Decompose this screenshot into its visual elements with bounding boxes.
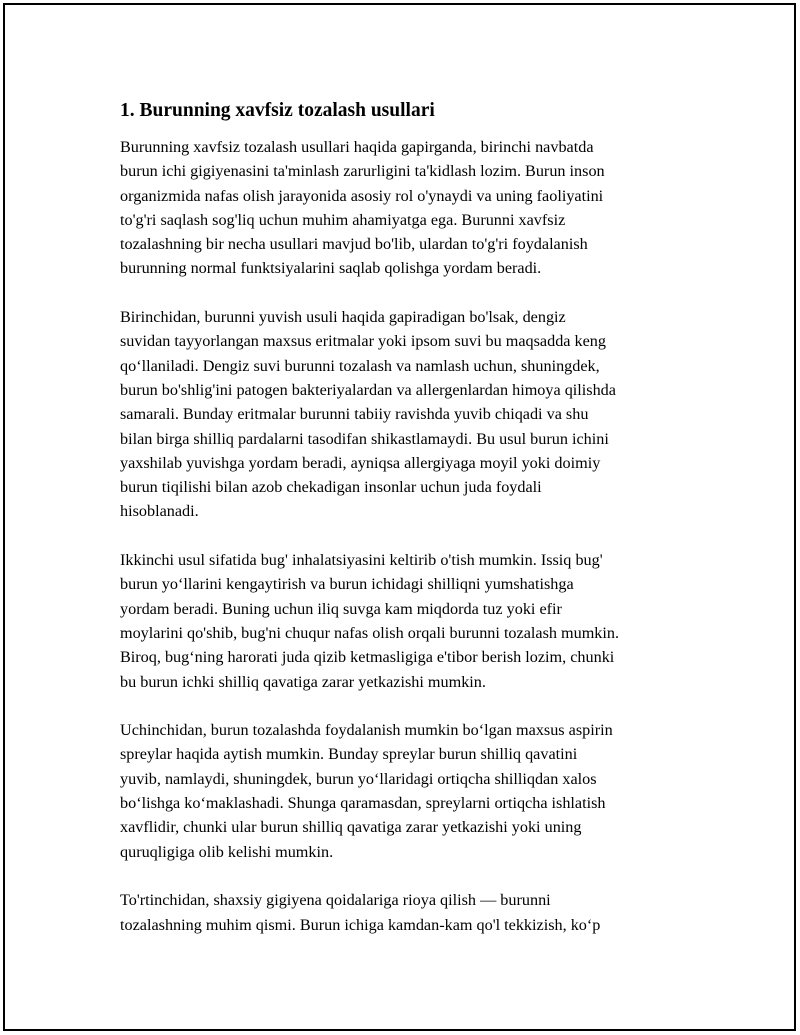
paragraph-line: Ikkinchi usul sifatida bug' inhalatsiyasini keltirib o'tish mumkin. Issiq bug'	[120, 551, 603, 570]
paragraph-line: burun tiqilishi bilan azob chekadigan insonlar uchun juda foydali	[120, 478, 542, 497]
document-body	[120, 98, 710, 961]
paragraph-line: bu burun ichki shilliq qavatiga zarar yetkazishi mumkin.	[120, 672, 486, 691]
page-frame	[3, 3, 796, 1031]
paragraph-line: Uchinchidan, burun tozalashda foydalanish mumkin bo‘lgan maxsus aspirin	[120, 721, 613, 740]
paragraph-line: suvidan tayyorlangan maxsus eritmalar yoki ipsom suvi bu maqsadda keng	[120, 332, 606, 351]
paragraph-line: Birinchidan, burunni yuvish usuli haqida gapiradigan bo'lsak, dengiz	[120, 308, 566, 327]
paragraph-line: spreylar haqida aytish mumkin. Bunday spreylar burun shilliq qavatini	[120, 745, 578, 764]
paragraph-line: Burunning xavfsiz tozalash usullari haqida gapirganda, birinchi navbatda	[120, 138, 594, 156]
paragraph-line: Biroq, bug‘ning harorati juda qizib ketmasligiga e'tibor berish lozim, chunki	[120, 648, 615, 667]
paragraph-line: hisoblanadi.	[120, 502, 199, 521]
paragraph-line: xavflidir, chunki ular burun shilliq qavatiga zarar yetkazishi yoki uning	[120, 818, 582, 837]
section-heading: 1. Burunning xavfsiz tozalash usullari	[120, 100, 435, 121]
paragraph-line: moylarini qo'shib, bug'ni chuqur nafas olish orqali burunni tozalash mumkin.	[120, 623, 620, 642]
paragraph-line: burun bo'shlig'ini patogen bakteriyalardan va allergenlardan himoya qilishda	[120, 380, 616, 399]
paragraph-line: bilan birga shilliq pardalarni tasodifan shikastlamaydi. Bu usul burun ichini	[120, 429, 609, 448]
paragraph-line: burunning normal funktsiyalarini saqlab qolishga yordam beradi.	[120, 259, 542, 278]
paragraph-line: bo‘lishga ko‘maklashadi. Shunga qaramasdan, spreylarni ortiqcha ishlatish	[120, 794, 606, 813]
paragraph-line: qo‘llaniladi. Dengiz suvi burunni tozalash va namlash uchun, shuningdek,	[120, 356, 600, 375]
paragraph-line: samarali. Bunday eritmalar burunni tabiiy ravishda yuvib chiqadi va shu	[120, 405, 589, 424]
paragraph-line: burun yo‘llarini kengaytirish va burun ichidagi shilliqni yumshatishga	[120, 575, 574, 594]
paragraph-line: to'g'ri saqlash sog'liq uchun muhim ahamiyatga ega. Burunni xavfsiz	[120, 210, 566, 229]
paragraph-line: tozalashning bir necha usullari mavjud bo'lib, ulardan to'g'ri foydalanish	[120, 235, 588, 254]
paragraph-line: organizmida nafas olish jarayonida asosiy rol o'ynaydi va uning faoliyatini	[120, 186, 604, 205]
paragraph-1	[120, 135, 710, 281]
paragraph-line: yuvib, namlaydi, shuningdek, burun yo‘llaridagi ortiqcha shilliqdan xalos	[120, 769, 597, 788]
paragraph-line: To'rtinchidan, shaxsiy gigiyena qoidalariga rioya qilish — burunni	[120, 891, 551, 910]
paragraph-line: yordam beradi. Buning uchun iliq suvga kam miqdorda tuz yoki efir	[120, 599, 562, 618]
paragraph-line: quruqligiga olib kelishi mumkin.	[120, 842, 334, 861]
paragraph-3	[120, 548, 710, 694]
paragraph-line: tozalashning muhim qismi. Burun ichiga kamdan-kam qo'l tekkizish, ko‘p	[120, 915, 601, 934]
paragraph-4	[120, 718, 710, 864]
paragraph-2	[120, 305, 710, 524]
paragraph-5	[120, 888, 710, 937]
paragraph-line: burun ichi gigiyenasini ta'minlash zarurligini ta'kidlash lozim. Burun inson	[120, 162, 605, 181]
paragraph-line: yaxshilab yuvishga yordam beradi, ayniqsa allergiyaga moyil yoki doimiy	[120, 453, 601, 472]
